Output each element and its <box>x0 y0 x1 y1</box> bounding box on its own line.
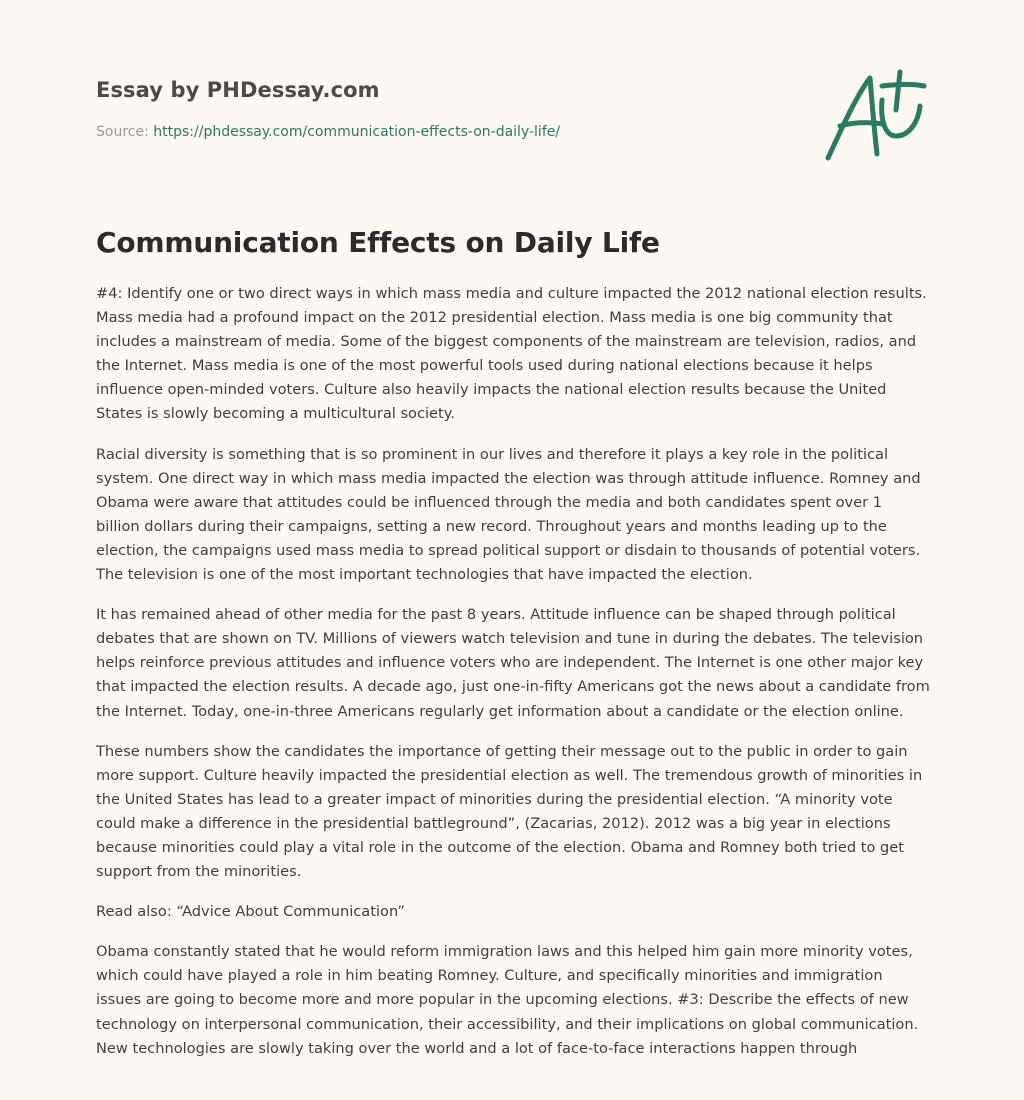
essay-paragraph: These numbers show the candidates the importance of getting their message out to the public in order to gain more support. Culture heavily impacted the presidential election as well. The tremendous growth of minorities in the United States has lead to a greater impact of minorities during the presidential election. “A minority vote could make a difference in the presidential battleground”, (Zacarias, 2012). 2012 was a big year in elections because minorities could play a vital role in the outcome of the election. Obama and Romney both tried to get support from the minorities. <box>96 742 923 881</box>
brand-title: Essay by PHDessay.com <box>96 78 380 102</box>
a-plus-grade-icon <box>822 66 930 166</box>
essay-title: Communication Effects on Daily Life <box>96 226 660 259</box>
essay-body <box>96 282 930 1077</box>
essay-paragraph: Racial diversity is something that is so prominent in our lives and therefore it plays a key role in the political system. One direct way in which mass media impacted the election was through attitude influence. Romney and Obama were aware that attitudes could be influenced through the media and both candidates spent over 1 billion dollars during their campaigns, setting a new record. Throughout years and months leading up to the election, the campaigns used mass media to spread political support or disdain to thousands of potential voters. The television is one of the most important technologies that have impacted the election. <box>96 445 921 584</box>
source-line <box>96 124 560 140</box>
essay-paragraph: It has remained ahead of other media for the past 8 years. Attitude influence can be shaped through political debates that are shown on TV. Millions of viewers watch television and tune in during the debates. The television helps reinforce previous attitudes and influence voters who are independent. The Internet is one other major key that impacted the election results. A decade ago, just one-in-fifty Americans got the news about a candidate from the Internet. Today, one-in-three Americans regularly get information about a candidate or the election online. <box>96 606 930 720</box>
essay-paragraph: Obama constantly stated that he would reform immigration laws and this helped him gain more minority votes, which could have played a role in him beating Romney. Culture, and specifically minorities and immigration issues are going to become more and more popular in the upcoming elections. #3: Describe the effects of new technology on interpersonal communication, their accessibility, and their implications on global communication. New technologies are slowly taking over the world and a lot of face-to-face interactions happen through <box>96 943 919 1057</box>
source-label: Source: <box>96 124 154 140</box>
read-also-line: Read also: “Advice About Communication” <box>96 903 405 921</box>
essay-paragraph: #4: Identify one or two direct ways in which mass media and culture impacted the 2012 national election results. Mass media had a profound impact on the 2012 presidential election. Mass media is one big community that includes a mainstream of media. Some of the biggest components of the mainstream are television, radios, and the Internet. Mass media is one of the most powerful tools used during national elections because it helps influence open-minded voters. Culture also heavily impacts the national election results because the United States is slowly becoming a multicultural society. <box>96 285 927 423</box>
source-link[interactable]: https://phdessay.com/communication-effects-on-daily-life/ <box>153 124 561 140</box>
